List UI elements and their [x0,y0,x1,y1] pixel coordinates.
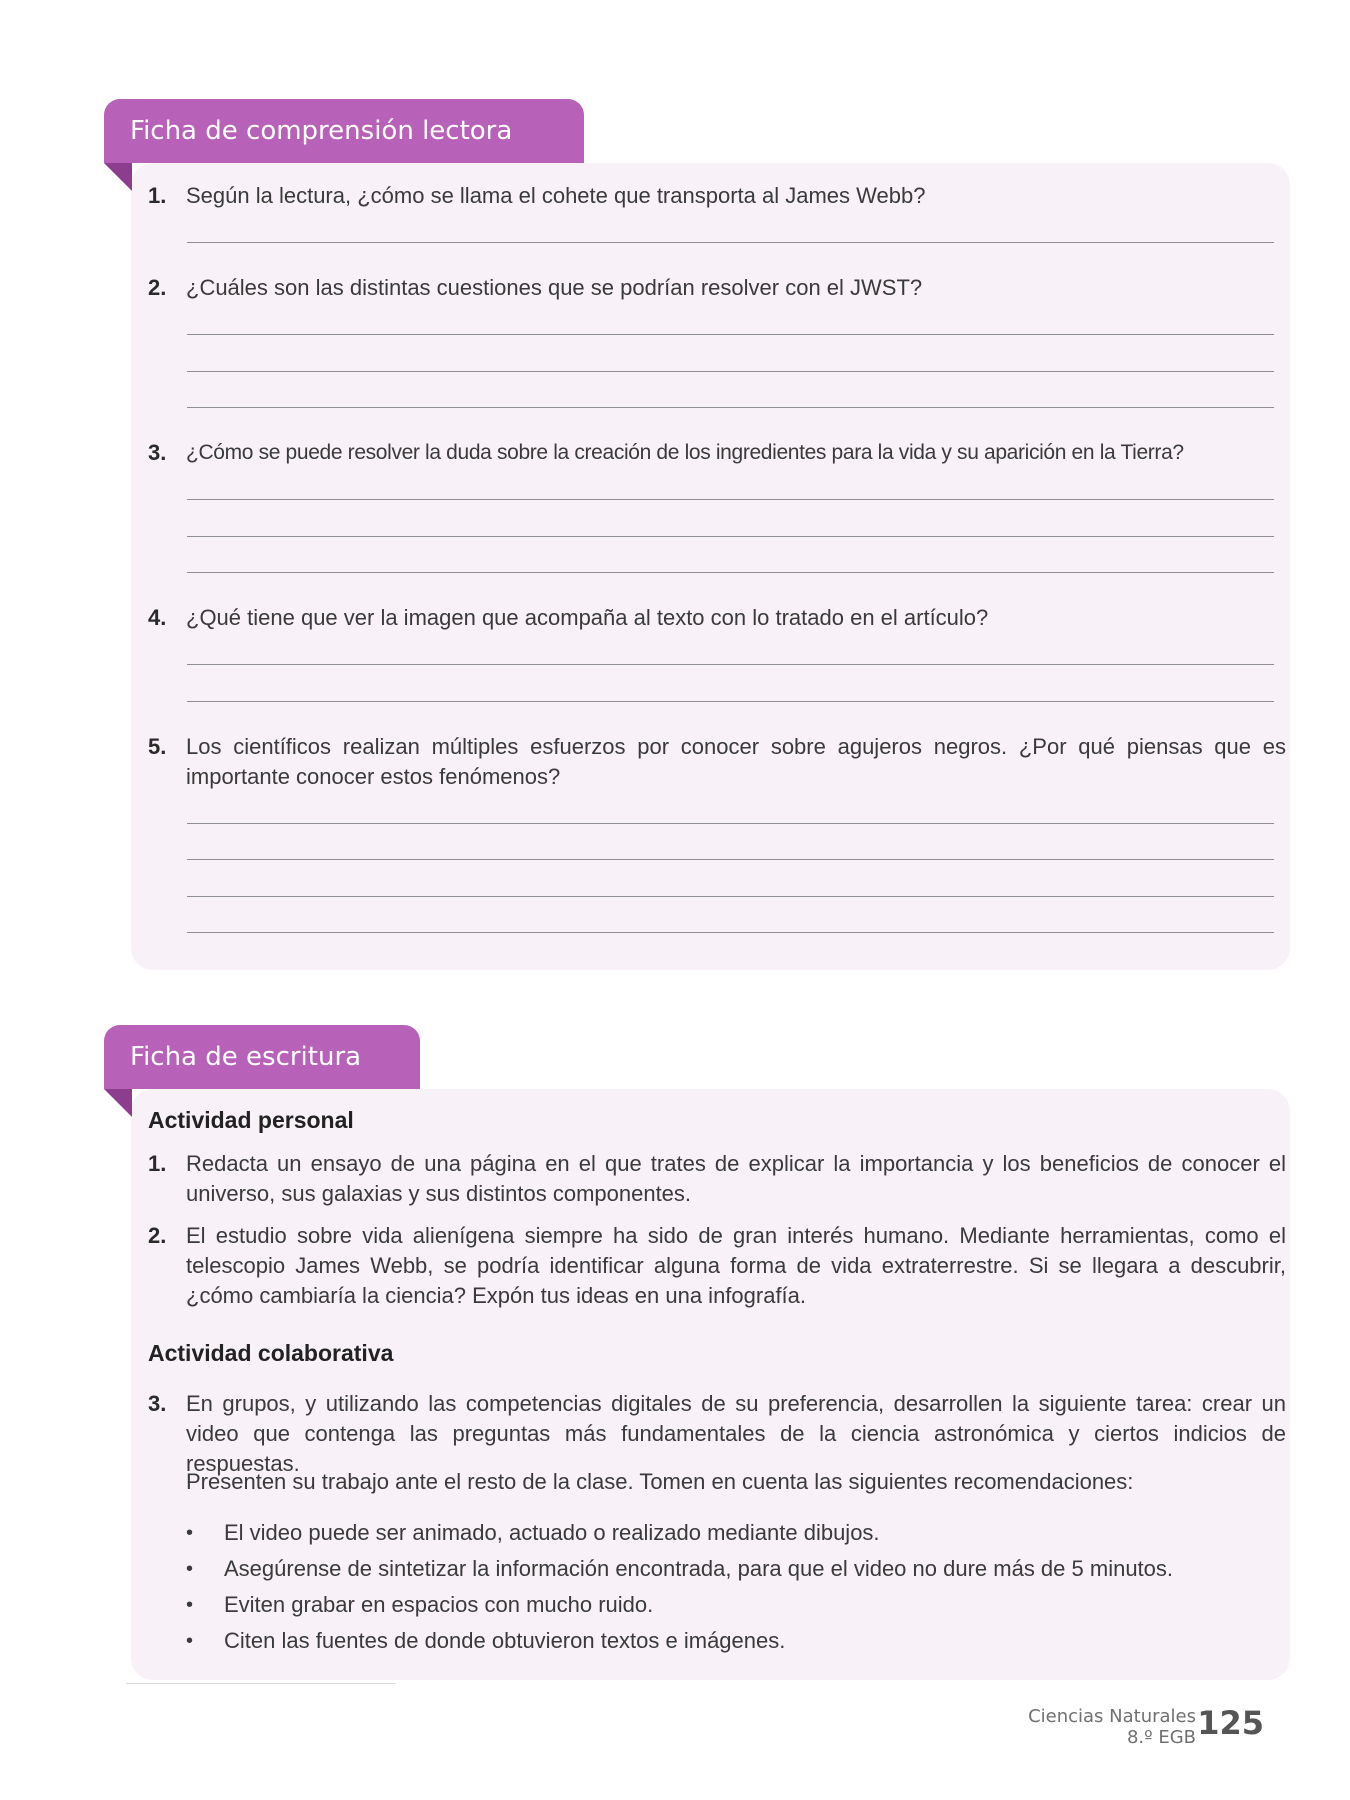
page-number: 125 [1197,1704,1264,1742]
item-number: 3. [148,1391,167,1416]
question-text: ¿Qué tiene que ver la imagen que acompaña al texto con lo tratado en el artículo? [186,605,989,630]
list-item-text: Asegúrense de sintetizar la información encontrada, para que el video no dure más de 5 minutos. [224,1556,1174,1581]
answer-line[interactable] [187,701,1274,702]
question-text: ¿Cuáles son las distintas cuestiones que se podrían resolver con el JWST? [186,275,923,300]
list-item [186,1626,1286,1662]
question-number: 3. [148,440,167,465]
answer-line[interactable] [187,371,1274,372]
reading-question-5 [148,732,1286,792]
writing-item-2 [148,1221,1286,1311]
list-item [186,1518,1286,1554]
question-text: Los científicos realizan múltiples esfuerzos por conocer sobre agujeros negros. ¿Por qué piensas que es importante conocer estos fenómenos? [186,734,1286,789]
answer-line[interactable] [187,407,1274,408]
bullet-icon: • [186,1522,194,1544]
question-number: 5. [148,734,167,759]
subject-name: Ciencias Naturales [1028,1706,1196,1727]
bullet-icon: • [186,1630,194,1652]
reading-question-3 [148,438,1286,468]
question-number: 4. [148,605,167,630]
collaborative-activity-heading: Actividad colaborativa [148,1340,394,1366]
writing-tab-fold [104,1089,132,1117]
bullet-icon: • [186,1558,194,1580]
item-text: El estudio sobre vida alienígena siempre ha sido de gran interés humano. Mediante herramientas, como el telescopio James Webb, se podría identificar alguna forma de vida extraterrestre. Si se llegara a descubrir, ¿cómo cambiaría la ciencia? Expón tus ideas en una infografía. [186,1223,1286,1308]
writing-item-3 [148,1389,1286,1479]
writing-item-1 [148,1149,1286,1209]
question-number: 2. [148,275,167,300]
answer-line[interactable] [187,859,1274,860]
reading-tab-fold [104,163,132,191]
item-number: 1. [148,1151,167,1176]
reading-question-1 [148,181,1286,211]
recommendations-list [186,1518,1286,1662]
answer-line[interactable] [187,896,1274,897]
answer-line[interactable] [187,823,1274,824]
grade-label: 8.º EGB [1126,1727,1196,1748]
reading-question-4 [148,603,1286,633]
item-text: En grupos, y utilizando las competencias digitales de su preferencia, desarrollen la siguiente tarea: crear un video que contenga las preguntas más fundamentales de la ciencia astronómica y ciertos indicios de respuestas. [186,1391,1286,1476]
answer-line[interactable] [187,334,1274,335]
list-item-text: El video puede ser animado, actuado o realizado mediante dibujos. [224,1520,880,1545]
item-text: Redacta un ensayo de una página en el que trates de explicar la importancia y los beneficios de conocer el universo, sus galaxias y sus distintos componentes. [186,1151,1286,1206]
writing-section-title: Ficha de escritura [104,1025,420,1089]
question-text: ¿Cómo se puede resolver la duda sobre la creación de los ingredientes para la vida y su aparición en la Tierra? [186,441,1184,464]
question-number: 1. [148,183,167,208]
collaborative-intro: Presenten su trabajo ante el resto de la clase. Tomen en cuenta las siguientes recomendaciones: [186,1469,1134,1494]
answer-line[interactable] [187,664,1274,665]
reading-question-2 [148,273,1286,303]
answer-line[interactable] [187,572,1274,573]
answer-line[interactable] [187,932,1274,933]
answer-line[interactable] [187,499,1274,500]
list-item [186,1590,1286,1626]
bottom-divider [126,1683,396,1684]
reading-section-title: Ficha de comprensión lectora [104,99,584,163]
list-item [186,1554,1286,1590]
question-text: Según la lectura, ¿cómo se llama el cohete que transporta al James Webb? [186,183,926,208]
answer-line[interactable] [187,536,1274,537]
list-item-text: Citen las fuentes de donde obtuvieron textos e imágenes. [224,1628,786,1653]
personal-activity-heading: Actividad personal [148,1107,354,1133]
bullet-icon: • [186,1594,194,1616]
list-item-text: Eviten grabar en espacios con mucho ruido. [224,1592,654,1617]
answer-line[interactable] [187,242,1274,243]
footer-subject [1028,1706,1196,1748]
item-number: 2. [148,1223,167,1248]
